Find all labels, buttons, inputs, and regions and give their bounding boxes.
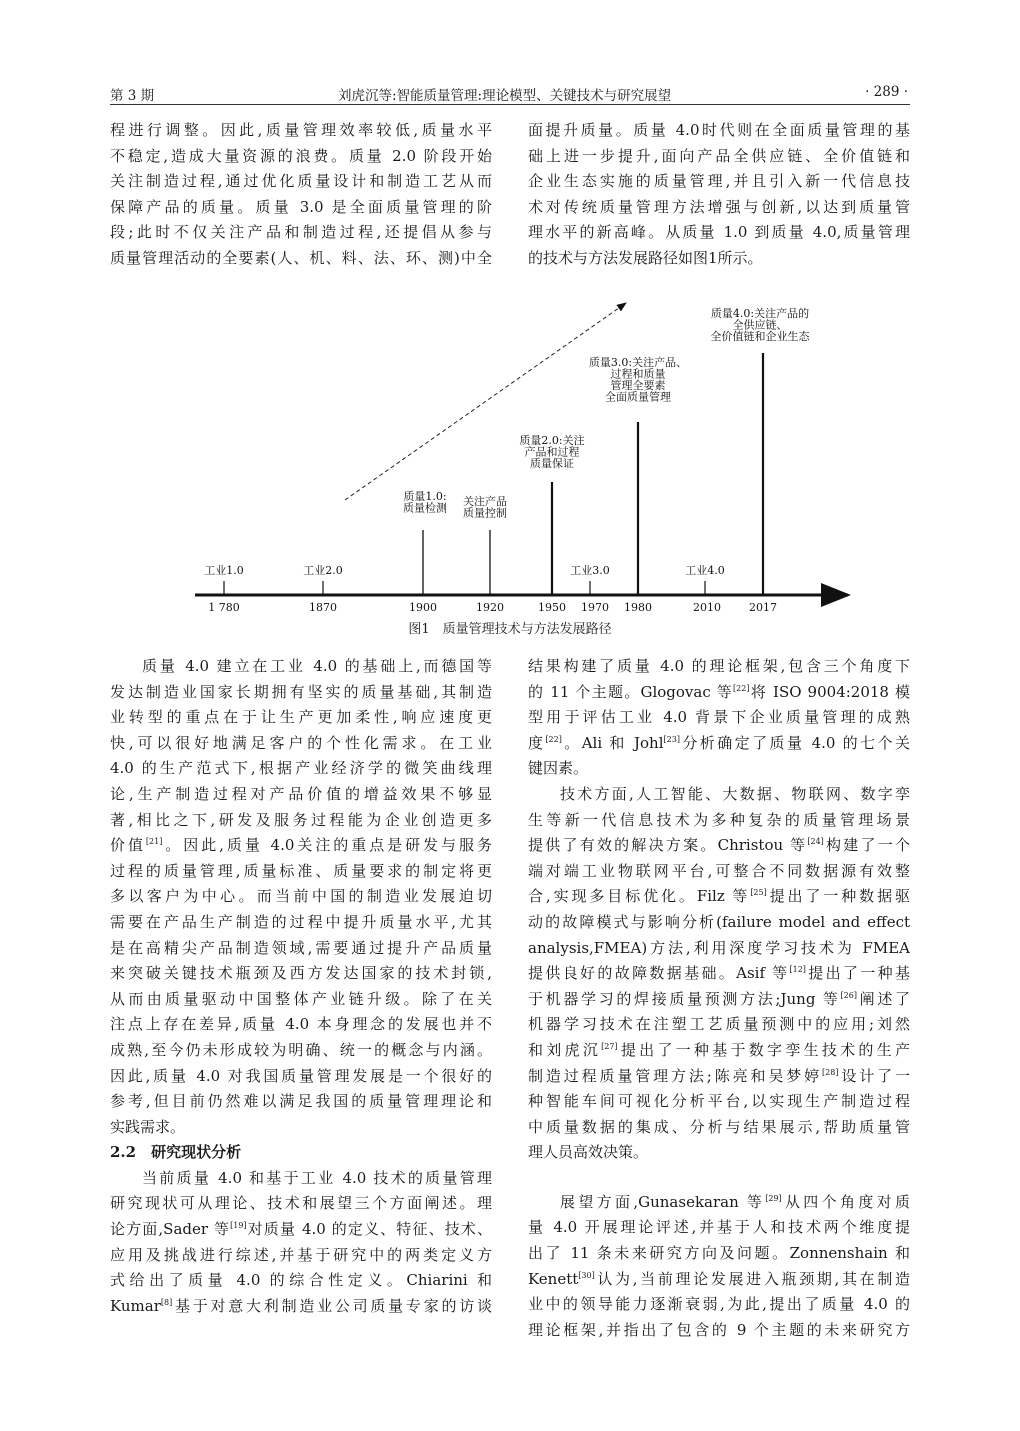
- text-line: 中质量数据的集成、分析与结果展示,帮助质量管: [528, 1117, 910, 1136]
- milestone-label: 质量4.0:关注产品的: [710, 307, 810, 320]
- text-line: 是在高精尖产品制造领域,需要通过提升产品质量: [110, 938, 492, 957]
- text-line: 企业生态实施的质量管理,并且引入新一代信息技: [528, 172, 910, 191]
- text-line: 出了 11 条未来研究方向及问题。Zonnenshain 和: [528, 1244, 910, 1263]
- text-line: 论,生产制造过程对产品价值的增益效果不够显: [110, 784, 492, 803]
- text-line: 型用于评估工业 4.0 背景下企业质量管理的成熟: [528, 708, 910, 727]
- citation: [22]: [733, 683, 750, 693]
- text-line: 著,相比之下,研发及服务过程能为企业创造更多: [110, 810, 492, 829]
- text-line: 来突破关键技术瓶颈及西方发达国家的技术封锁,: [110, 964, 492, 983]
- milestone-label: 全供应链、: [732, 318, 788, 332]
- trend-arrow: [345, 303, 626, 500]
- text-line: 术对传统质量管理方法增强与创新,以达到质量管: [528, 197, 910, 216]
- running-header: [110, 84, 910, 105]
- text-line: 于机器学习的焊接质量预测方法;Jung 等[26]阐述了: [528, 989, 910, 1008]
- year-label: 1920: [476, 601, 504, 614]
- citation: [8]: [160, 1297, 173, 1307]
- citation: [30]: [578, 1270, 595, 1280]
- text-line: 础上进一步提升,面向产品全供应链、全价值链和: [528, 146, 910, 165]
- text-line: 质量管理活动的全要素(人、机、料、法、环、测)中全: [110, 248, 492, 267]
- text-line: 研究现状可从理论、技术和展望三个方面阐述。理: [110, 1194, 492, 1213]
- citation: [28]: [822, 1067, 839, 1077]
- milestone-label: 过程和质量: [610, 367, 666, 381]
- top-left-column: [110, 118, 492, 272]
- text-line: 成熟,至今仍未形成较为明确、统一的概念与内涵。: [110, 1040, 492, 1059]
- text-line: 提供了有效的解决方案。Christou 等[24]构建了一个: [528, 836, 910, 855]
- text-line: 度[22]。Ali 和 Johl[23]分析确定了质量 4.0 的七个关: [528, 733, 910, 752]
- text-line: 当前质量 4.0 和基于工业 4.0 技术的质量管理: [142, 1168, 492, 1187]
- section-heading: 2.2 研究现状分析: [110, 1143, 242, 1162]
- text-line: Kumar[8]基于对意大利制造业公司质量专家的访谈: [110, 1296, 492, 1315]
- citation: [24]: [807, 837, 824, 847]
- issue-number: 第 3 期: [110, 88, 155, 104]
- page-number: · 289 ·: [865, 84, 908, 100]
- text-line: 保障产品的质量。质量 3.0 是全面质量管理的阶: [110, 197, 492, 216]
- text-line: 程进行调整。因此,质量管理效率较低,质量水平: [110, 121, 492, 139]
- text-line: 实践需求。: [110, 1117, 186, 1136]
- text-line: 展望方面,Gunasekaran 等[29]从四个角度对质: [560, 1192, 910, 1211]
- text-line: 关注制造过程,通过优化质量设计和制造工艺从而: [110, 172, 492, 191]
- industry-label: 工业4.0: [685, 564, 725, 577]
- text-line: 式给出了质量 4.0 的综合性定义。Chiarini 和: [110, 1271, 492, 1290]
- text-line: 机器学习技术在注塑工艺质量预测中的应用;刘然: [528, 1015, 910, 1034]
- running-title: 刘虎沉等:智能质量管理:理论模型、关键技术与研究展望: [338, 88, 672, 104]
- figure-1-timeline: [180, 290, 870, 620]
- text-line: 的技术与方法发展路径如图1所示。: [528, 248, 763, 267]
- text-line: 过程的质量管理,质量标准、质量要求的制定将更: [110, 861, 492, 880]
- text-line: 面提升质量。质量 4.0时代则在全面质量管理的基: [528, 121, 910, 139]
- text-line: 快,可以很好地满足客户的个性化需求。在工业: [110, 733, 492, 752]
- text-line: 段;此时不仅关注产品和制造过程,还提倡从参与: [110, 223, 492, 242]
- citation: [12]: [789, 965, 806, 975]
- citation: [27]: [601, 1041, 618, 1051]
- year-label: 1970: [581, 601, 609, 614]
- milestone-label: 质量2.0:关注: [519, 434, 585, 447]
- text-line: 多以客户为中心。而当前中国的制造业发展迫切: [110, 887, 492, 906]
- text-line: 4.0 的生产范式下,根据产业经济学的微笑曲线理: [110, 759, 492, 778]
- milestone-label: 管理全要素: [610, 379, 666, 392]
- text-line: 制造过程质量管理方法;陈亮和吴梦婷[28]设计了一: [528, 1066, 910, 1085]
- citation: [22]: [545, 734, 562, 744]
- text-line: 提供良好的故障数据基础。Asif 等[12]提出了一种基: [528, 964, 910, 983]
- milestone-label: 关注产品: [463, 495, 507, 508]
- text-line: 端对端工业物联网平台,可整合不同数据源有效整: [528, 861, 910, 880]
- year-label: 2017: [749, 601, 777, 614]
- text-line: 从而由质量驱动中国整体产业链升级。除了在关: [110, 989, 492, 1008]
- text-line: 价值[21]。因此,质量 4.0关注的重点是研发与服务: [110, 836, 492, 855]
- text-line: 合,实现多目标优化。Filz 等[25]提出了一种数据驱: [528, 887, 910, 906]
- text-line: 结果构建了质量 4.0 的理论框架,包含三个角度下: [528, 657, 910, 675]
- text-line: 质量 4.0 建立在工业 4.0 的基础上,而德国等: [142, 657, 492, 675]
- year-label: 1950: [538, 601, 566, 614]
- year-label: 1870: [309, 601, 337, 614]
- top-right-column: [528, 118, 910, 272]
- text-line: 因此,质量 4.0 对我国质量管理发展是一个很好的: [110, 1066, 492, 1085]
- text-line: 注点上存在差异,质量 4.0 本身理念的发展也并不: [110, 1015, 492, 1034]
- text-line: 不稳定,造成大量资源的浪费。质量 2.0 阶段开始: [110, 146, 492, 165]
- text-line: 动的故障模式与影响分析(failure model and effect: [528, 912, 910, 931]
- milestone-label: 质量1.0:: [403, 490, 447, 503]
- citation: [23]: [663, 734, 680, 744]
- milestone-label: 质量检测: [403, 501, 447, 515]
- citation: [25]: [750, 888, 767, 898]
- text-line: 应用及挑战进行综述,并基于研究中的两类定义方: [110, 1245, 492, 1264]
- text-line: 种智能车间可视化分析平台,以实现生产制造过程: [528, 1092, 910, 1111]
- milestone-label: 质量保证: [530, 457, 574, 470]
- text-line: 量 4.0 开展理论评述,并基于人和技术两个维度提: [528, 1218, 910, 1237]
- year-label: 2010: [693, 601, 721, 614]
- paragraph-gap: [528, 1166, 910, 1190]
- citation: [26]: [840, 990, 857, 1000]
- milestone-label: 全面质量管理: [605, 390, 671, 404]
- year-label: 1900: [409, 601, 437, 614]
- text-line: 论方面,Sader 等[19]对质量 4.0 的定义、特征、技术、: [110, 1220, 492, 1239]
- text-line: 理论框架,并指出了包含的 9 个主题的未来研究方: [528, 1320, 910, 1339]
- text-line: 的 11 个主题。Glogovac 等[22]将 ISO 9004:2018 模: [528, 682, 910, 701]
- text-line: Kenett[30]认为,当前理论发展进入瓶颈期,其在制造: [528, 1269, 910, 1288]
- text-line: 参考,但目前仍然难以满足我国的质量管理理论和: [110, 1092, 492, 1111]
- milestone-label: 产品和过程: [524, 445, 580, 459]
- text-line: analysis,FMEA)方法,利用深度学习技术为 FMEA: [528, 938, 910, 957]
- milestone-label: 质量3.0:关注产品、: [588, 356, 688, 369]
- milestone-label: 全价值链和企业生态: [710, 330, 810, 343]
- text-line: 技术方面,人工智能、大数据、物联网、数字孪: [560, 784, 910, 803]
- text-line: 业中的领导能力逐渐衰弱,为此,提出了质量 4.0 的: [528, 1295, 910, 1314]
- text-line: 发达制造业国家长期拥有坚实的质量基础,其制造: [110, 682, 492, 701]
- text-line: 键因素。: [528, 759, 589, 778]
- bottom-right-column: [528, 654, 910, 1343]
- industry-label: 工业3.0: [570, 564, 610, 577]
- text-line: 需要在产品生产制造的过程中提升质量水平,尤其: [110, 912, 492, 931]
- text-line: 和刘虎沉[27]提出了一种基于数字孪生技术的生产: [528, 1040, 910, 1059]
- bottom-left-column: [110, 654, 492, 1319]
- citation: [21]: [145, 837, 163, 847]
- milestone-label: 质量控制: [463, 506, 507, 520]
- text-line: 业转型的重点在于让生产更加柔性,响应速度更: [110, 708, 492, 727]
- text-line: 理水平的新高峰。从质量 1.0 到质量 4.0,质量管理: [528, 223, 910, 242]
- year-label: 1980: [624, 601, 652, 614]
- text-line: 理人员高效决策。: [528, 1143, 649, 1162]
- industry-label: 工业1.0: [204, 564, 244, 577]
- citation: [29]: [765, 1193, 782, 1203]
- industry-label: 工业2.0: [303, 564, 343, 577]
- text-line: 生等新一代信息技术为多种复杂的质量管理场景: [528, 810, 910, 829]
- figure-caption: 图1 质量管理技术与方法发展路径: [408, 622, 612, 637]
- citation: [19]: [230, 1221, 247, 1231]
- year-label: 1 780: [208, 601, 240, 614]
